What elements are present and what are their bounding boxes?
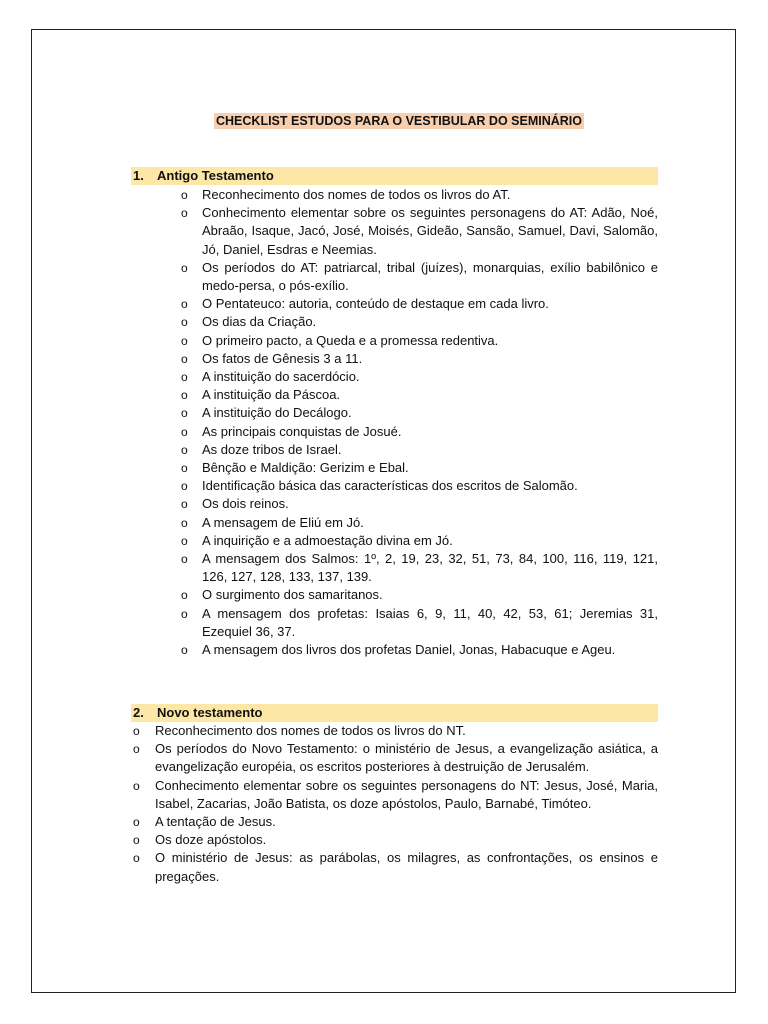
bullet-icon: o xyxy=(181,643,188,658)
list-item xyxy=(181,404,658,422)
bullet-icon: o xyxy=(181,461,188,476)
bullet-icon: o xyxy=(181,260,188,275)
list-item-text: A mensagem dos profetas: Isaias 6, 9, 11, 40, 42, 53, 61; Jeremias 31, Ezequiel 36, 37. xyxy=(202,605,658,639)
list-item xyxy=(133,722,658,740)
bullet-icon: o xyxy=(133,742,140,757)
section-title: Antigo Testamento xyxy=(157,168,274,183)
bullet-icon: o xyxy=(181,442,188,457)
bullet-icon: o xyxy=(133,833,140,848)
list-item xyxy=(181,186,658,204)
list-item-text: O primeiro pacto, a Queda e a promessa redentiva. xyxy=(202,332,499,348)
bullet-icon: o xyxy=(181,333,188,348)
list-item xyxy=(181,386,658,404)
list-item xyxy=(181,514,658,532)
bullet-icon: o xyxy=(181,351,188,366)
bullet-icon: o xyxy=(133,778,140,793)
list-item xyxy=(133,849,658,885)
list-item xyxy=(181,313,658,331)
bullet-icon: o xyxy=(133,724,140,738)
list-item-text: Os dois reinos. xyxy=(202,496,289,512)
list-item-text: A instituição do sacerdócio. xyxy=(202,369,360,385)
list-item xyxy=(181,532,658,550)
list-item xyxy=(181,368,658,386)
list-item-text: O surgimento dos samaritanos. xyxy=(202,587,383,603)
list-item xyxy=(181,550,658,586)
bullet-icon: o xyxy=(181,406,188,421)
bullet-icon: o xyxy=(181,315,188,330)
list-item-text: Conhecimento elementar sobre os seguintes personagens do AT: Adão, Noé, Abraão, Isaque, Jacó, José, Moisés, Gideão, Sansão, Samuel, Davi, Salomão, Jó, Daniel, Esdras e Neemias. xyxy=(202,205,658,257)
list-item-text: As doze tribos de Israel. xyxy=(202,441,342,457)
novo-testamento-list xyxy=(133,722,658,886)
bullet-icon: o xyxy=(181,479,188,494)
list-item xyxy=(181,350,658,368)
list-item xyxy=(181,477,658,495)
list-item xyxy=(133,813,658,831)
list-item xyxy=(181,295,658,313)
bullet-icon: o xyxy=(181,297,188,312)
section-number: 1. xyxy=(133,168,144,183)
bullet-icon: o xyxy=(181,388,188,403)
bullet-icon: o xyxy=(181,515,188,530)
bullet-icon: o xyxy=(181,188,188,202)
list-item-text: As principais conquistas de Josué. xyxy=(202,423,402,439)
list-item-text: Identificação básica das características dos escritos de Salomão. xyxy=(202,478,578,494)
list-item-text: Os doze apóstolos. xyxy=(155,832,267,848)
section-number: 2. xyxy=(133,705,144,720)
list-item-text: O Pentateuco: autoria, conteúdo de destaque em cada livro. xyxy=(202,296,549,312)
bullet-icon: o xyxy=(181,370,188,385)
list-item-text: Os períodos do Novo Testamento: o ministério de Jesus, a evangelização asiática, a evangelização européia, os escritos posteriores à destruição de Jerusalém. xyxy=(155,741,658,775)
list-item xyxy=(133,740,658,776)
bullet-icon: o xyxy=(181,588,188,603)
list-item xyxy=(181,459,658,477)
list-item-text: Os dias da Criação. xyxy=(202,314,317,330)
list-item-text: Os períodos do AT: patriarcal, tribal (juízes), monarquias, exílio babilônico e medo-persa, o pós-exílio. xyxy=(202,259,658,294)
section-heading-novo-testamento xyxy=(131,704,658,722)
bullet-icon: o xyxy=(133,851,140,866)
list-item-text: Reconhecimento dos nomes de todos os livros do NT. xyxy=(155,723,466,738)
list-item-text: A instituição da Páscoa. xyxy=(202,387,341,403)
list-item xyxy=(181,586,658,604)
antigo-testamento-list xyxy=(181,186,658,659)
bullet-icon: o xyxy=(181,206,188,221)
list-item xyxy=(133,777,658,813)
section-title: Novo testamento xyxy=(157,705,263,720)
document-title: CHECKLIST ESTUDOS PARA O VESTIBULAR DO SEMINÁRIO xyxy=(216,114,582,128)
list-item xyxy=(181,441,658,459)
list-item xyxy=(181,204,658,259)
list-item-text: O ministério de Jesus: as parábolas, os milagres, as confrontações, os ensinos e pregações. xyxy=(155,850,658,884)
bullet-icon: o xyxy=(181,497,188,512)
list-item xyxy=(133,831,658,849)
list-item-text: A inquirição e a admoestação divina em Jó. xyxy=(202,532,453,548)
list-item-text: A instituição do Decálogo. xyxy=(202,405,352,421)
bullet-icon: o xyxy=(181,424,188,439)
bullet-icon: o xyxy=(133,815,140,830)
list-item xyxy=(181,641,658,659)
section-heading-antigo-testamento xyxy=(131,167,658,185)
list-item-text: A mensagem dos Salmos: 1º, 2, 19, 23, 32, 51, 73, 84, 100, 116, 119, 121, 126, 127, 128, 133, 137, 139. xyxy=(202,551,658,585)
bullet-icon: o xyxy=(181,606,188,621)
list-item-text: A mensagem dos livros dos profetas Daniel, Jonas, Habacuque e Ageu. xyxy=(202,642,616,658)
list-item xyxy=(181,423,658,441)
list-item xyxy=(181,259,658,295)
list-item xyxy=(181,605,658,641)
list-item-text: Bênção e Maldição: Gerizim e Ebal. xyxy=(202,460,409,476)
list-item-text: Conhecimento elementar sobre os seguintes personagens do NT: Jesus, José, Maria, Isabel, Zacarias, João Batista, os doze apóstolos, Paulo, Barnabé, Timóteo. xyxy=(155,777,658,811)
bullet-icon: o xyxy=(181,533,188,548)
bullet-icon: o xyxy=(181,552,188,567)
list-item-text: A tentação de Jesus. xyxy=(155,814,276,830)
list-item xyxy=(181,332,658,350)
list-item-text: A mensagem de Eliú em Jó. xyxy=(202,514,364,530)
list-item-text: Reconhecimento dos nomes de todos os livros do AT. xyxy=(202,187,511,202)
list-item xyxy=(181,495,658,513)
list-item-text: Os fatos de Gênesis 3 a 11. xyxy=(202,350,363,366)
